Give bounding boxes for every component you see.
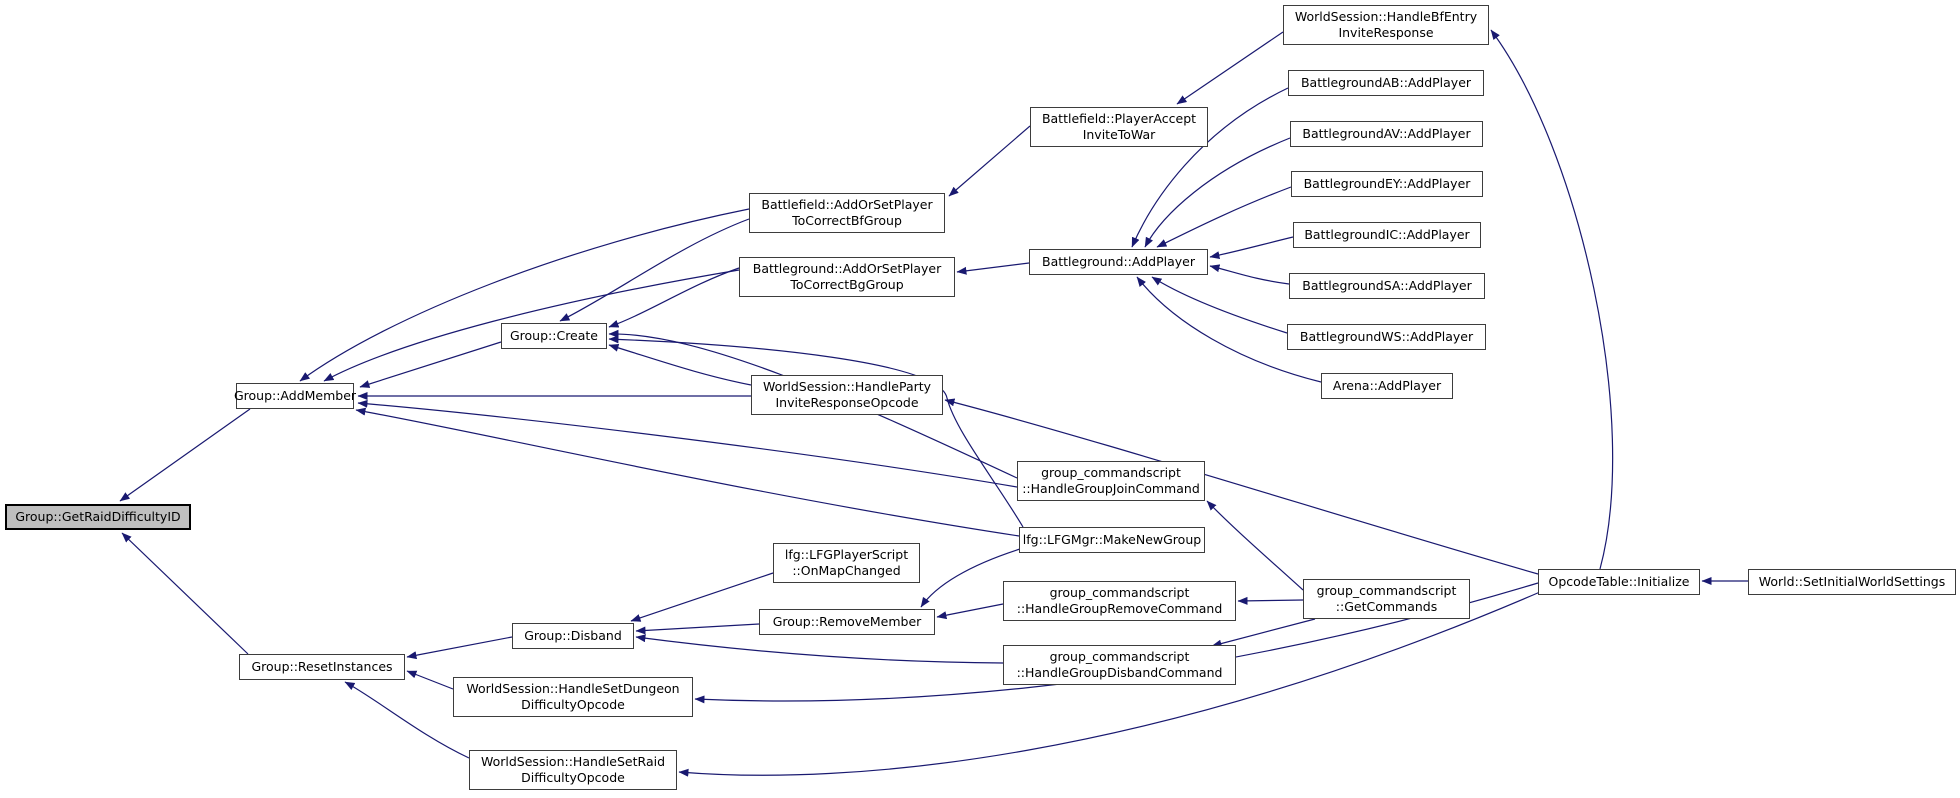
node-label: DifficultyOpcode [521, 770, 625, 785]
node-addmember[interactable] [233, 383, 357, 409]
edge-lfg-makenew-to-create [609, 339, 1023, 527]
node-label: BattlegroundEY::AddPlayer [1303, 175, 1471, 191]
edge-lfg-onmap-to-disband [631, 573, 773, 621]
node-resetinstances[interactable] [239, 654, 405, 680]
node-label: ::HandleGroupRemoveCommand [1016, 601, 1223, 616]
edge-resetinstances-to-main [122, 533, 248, 654]
node-bg-ic[interactable] [1293, 222, 1481, 248]
node-ws-setraid[interactable] [469, 750, 677, 790]
edge-bf-addorset-to-create [560, 219, 749, 321]
node-label: group_commandscript [1049, 648, 1190, 664]
node-gc-disband[interactable] [1003, 645, 1236, 685]
edge-removemember-to-disband [636, 624, 759, 631]
edge-ws-setdungeon-to-resetinstances [407, 671, 453, 689]
node-label: BattlegroundWS::AddPlayer [1299, 328, 1474, 344]
node-gc-remove[interactable] [1003, 581, 1236, 621]
edge-bg-sa-to-bg-addplayer [1210, 266, 1289, 284]
edge-gc-remove-to-removemember [937, 604, 1003, 617]
edge-bf-playeraccept-to-bf-addorset [949, 126, 1030, 196]
node-label: ToCorrectBgGroup [790, 277, 904, 292]
node-label: group_commandscript [1316, 582, 1457, 598]
node-label: WorldSession::HandleBfEntry [1294, 8, 1478, 24]
node-label: Group::Create [509, 327, 598, 343]
edge-gc-getcmds-to-gc-remove [1238, 600, 1303, 601]
node-label: OpcodeTable::Initialize [1548, 573, 1690, 589]
edge-bg-addorset-to-create [609, 268, 739, 327]
node-label: Group::ResetInstances [251, 658, 393, 674]
node-bg-addplayer[interactable] [1029, 249, 1208, 275]
node-label: Battleground::AddOrSetPlayer [752, 260, 942, 276]
edge-gc-getcmds-to-gc-join [1207, 501, 1303, 590]
edge-ws-handleparty-to-create [609, 345, 751, 385]
node-label: group_commandscript [1049, 584, 1190, 600]
node-label: Group::Disband [524, 627, 622, 643]
node-label: BattlegroundAV::AddPlayer [1302, 125, 1471, 141]
edge-gc-getcmds-to-gc-disband [1212, 619, 1315, 646]
edge-lfg-makenew-to-addmember [356, 410, 1019, 536]
node-label: BattlegroundSA::AddPlayer [1302, 277, 1472, 293]
node-label: ::OnMapChanged [792, 563, 901, 578]
edge-opcodetable-to-ws-bfentry [1491, 30, 1613, 569]
edge-bg-ey-to-bg-addplayer [1157, 187, 1291, 247]
node-create[interactable] [501, 323, 607, 349]
node-label: BattlegroundIC::AddPlayer [1304, 226, 1470, 242]
node-bf-playeraccept[interactable] [1030, 107, 1208, 147]
node-label: Group::GetRaidDifficultyID [15, 508, 181, 524]
node-label: Arena::AddPlayer [1332, 377, 1442, 393]
node-ws-setdungeon[interactable] [453, 677, 693, 717]
edge-bg-ws-to-bg-addplayer [1152, 277, 1287, 333]
edge-create-to-addmember [360, 342, 501, 387]
edge-bf-addorset-to-addmember [300, 209, 749, 381]
node-label: group_commandscript [1041, 464, 1181, 480]
node-label: InviteResponse [1338, 25, 1434, 40]
node-main[interactable] [5, 504, 191, 530]
edge-bg-ic-to-bg-addplayer [1210, 237, 1293, 257]
node-label: Battlefield::AddOrSetPlayer [761, 196, 933, 212]
node-bg-ey[interactable] [1291, 171, 1483, 197]
node-removemember[interactable] [759, 609, 935, 635]
edge-gc-join-to-addmember [358, 403, 1017, 487]
node-bg-sa[interactable] [1289, 273, 1485, 299]
node-label: InviteToWar [1082, 127, 1156, 142]
edge-ws-setraid-to-resetinstances [345, 682, 469, 758]
node-label: WorldSession::HandleSetDungeon [466, 680, 680, 696]
node-gc-getcmds[interactable] [1303, 579, 1470, 619]
node-world-set[interactable] [1748, 569, 1956, 595]
edge-addmember-to-main [120, 409, 250, 501]
edge-disband-to-resetinstances [407, 637, 512, 657]
node-label: lfg::LFGPlayerScript [784, 546, 909, 562]
node-label: lfg::LFGMgr::MakeNewGroup [1022, 531, 1202, 547]
node-bg-ab[interactable] [1288, 70, 1484, 96]
edge-gc-disband-to-disband [636, 637, 1003, 663]
node-label: DifficultyOpcode [521, 697, 625, 712]
node-label: WorldSession::HandleParty [762, 378, 932, 394]
node-ws-bfentry[interactable] [1283, 5, 1489, 45]
node-label: Group::RemoveMember [772, 613, 922, 629]
node-label: WorldSession::HandleSetRaid [480, 753, 666, 769]
node-lfg-makenew[interactable] [1019, 527, 1205, 553]
edge-bg-av-to-bg-addplayer [1145, 138, 1290, 247]
node-label: ::HandleGroupJoinCommand [1022, 481, 1200, 496]
node-ws-handleparty[interactable] [751, 375, 943, 415]
node-lfg-onmap[interactable] [773, 543, 920, 583]
node-label: ::HandleGroupDisbandCommand [1016, 665, 1223, 680]
node-arena[interactable] [1321, 373, 1453, 399]
node-label: Group::AddMember [233, 387, 357, 403]
node-label: Battlefield::PlayerAccept [1041, 110, 1197, 126]
node-label: InviteResponseOpcode [775, 395, 919, 410]
node-bg-addorset[interactable] [739, 257, 955, 297]
node-label: BattlegroundAB::AddPlayer [1300, 74, 1472, 90]
edge-bg-addplayer-to-bg-addorset [957, 263, 1029, 272]
node-label: ::GetCommands [1335, 599, 1438, 614]
node-bg-ws[interactable] [1287, 324, 1486, 350]
node-opcodetable[interactable] [1538, 569, 1700, 595]
node-label: ToCorrectBfGroup [792, 213, 902, 228]
node-bf-addorset[interactable] [749, 193, 945, 233]
edge-ws-bfentry-to-bf-playeraccept [1177, 32, 1283, 104]
node-label: World::SetInitialWorldSettings [1758, 573, 1946, 589]
node-gc-join[interactable] [1017, 461, 1205, 501]
node-bg-av[interactable] [1290, 121, 1483, 147]
node-disband[interactable] [512, 623, 634, 649]
node-label: Battleground::AddPlayer [1042, 253, 1195, 269]
